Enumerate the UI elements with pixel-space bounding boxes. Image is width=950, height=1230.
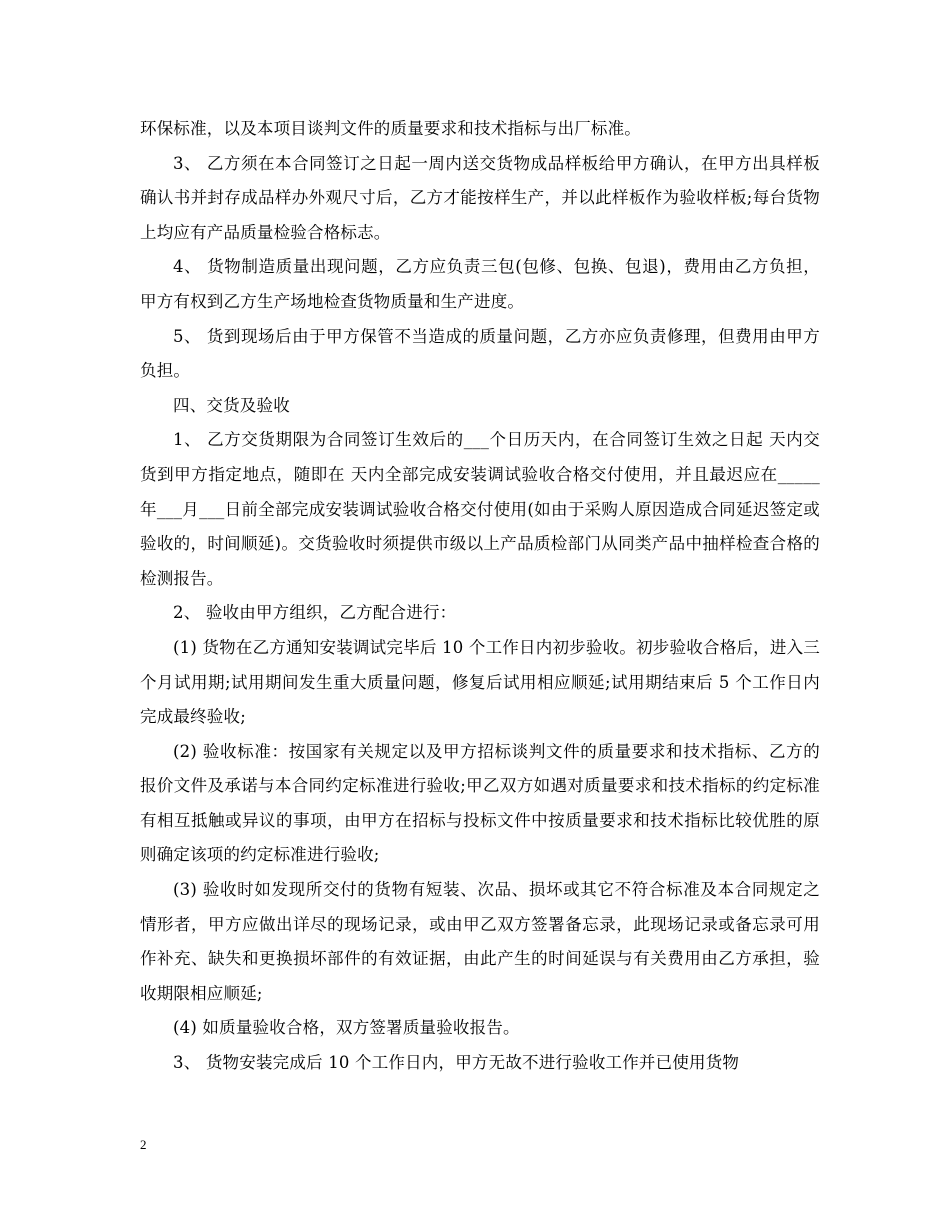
paragraph-delivery-1: 1、 乙方交货期限为合同签订生效后的___个日历天内，在合同签订生效之日起 天内交货到甲方指定地点，随即在 天内全部完成安装调试验收合格交付使用，并且最迟应在_____年___月___日前全部完成安装调试验收合格交付使用(如由于采购人原因造成合同延迟签定或验收的，时间顺延)。交货验收时须提供市级以上产品质检部门从同类产品中抽样检查合格的检测报告。: [140, 430, 820, 588]
paragraph-clause-4-quality: 4、 货物制造质量出现问题，乙方应负责三包(包修、包换、包退)，费用由乙方负担，甲方有权到乙方生产场地检查货物质量和生产进度。: [140, 257, 820, 311]
paragraph-delivery-2: 2、 验收由甲方组织，乙方配合进行：: [173, 603, 457, 623]
paragraph-continuation: 环保标准，以及本项目谈判文件的质量要求和技术指标与出厂标准。: [140, 119, 641, 138]
document-body: [140, 112, 820, 1081]
paragraph-clause-3-sample: 3、 乙方须在本合同签订之日起一周内送交货物成品样板给甲方确认，在甲方出具样板确认书并封存成品样办外观尺寸后，乙方才能按样生产，并以此样板作为验收样板;每台货物上均应有产品质量检验合格标志。: [140, 153, 820, 242]
section-heading-delivery: 四、交货及验收: [173, 395, 290, 415]
paragraph-acceptance-2: (2) 验收标准：按国家有关规定以及甲方招标谈判文件的质量要求和技术指标、乙方的报价文件及承诺与本合同约定标准进行验收;甲乙双方如遇对质量要求和技术指标的约定标准有相互抵触或异议的事项，由甲方在招标与投标文件中按质量要求和技术指标比较优胜的原则确定该项的约定标准进行验收;: [140, 741, 820, 865]
page-number: 2: [140, 1137, 147, 1152]
paragraph-acceptance-3: (3) 验收时如发现所交付的货物有短装、次品、损坏或其它不符合标准及本合同规定之情形者，甲方应做出详尽的现场记录，或由甲乙双方签署备忘录，此现场记录或备忘录可用作补充、缺失和更换损坏部件的有效证据，由此产生的时间延误与有关费用由乙方承担，验收期限相应顺延;: [140, 880, 820, 1003]
paragraph-clause-5-storage: 5、 货到现场后由于甲方保管不当造成的质量问题，乙方亦应负责修理，但费用由甲方负担。: [140, 326, 820, 381]
paragraph-delivery-3: 3、 货物安装完成后 10 个工作日内，甲方无故不进行验收工作并已使用货物: [173, 1053, 740, 1073]
paragraph-acceptance-4: (4) 如质量验收合格，双方签署质量验收报告。: [173, 1018, 520, 1038]
paragraph-acceptance-1: (1) 货物在乙方通知安装调试完毕后 10 个工作日内初步验收。初步验收合格后，进入三个月试用期;试用期间发生重大质量问题，修复后试用相应顺延;试用期结束后 5 个工作日内完成最终验收;: [140, 637, 820, 727]
